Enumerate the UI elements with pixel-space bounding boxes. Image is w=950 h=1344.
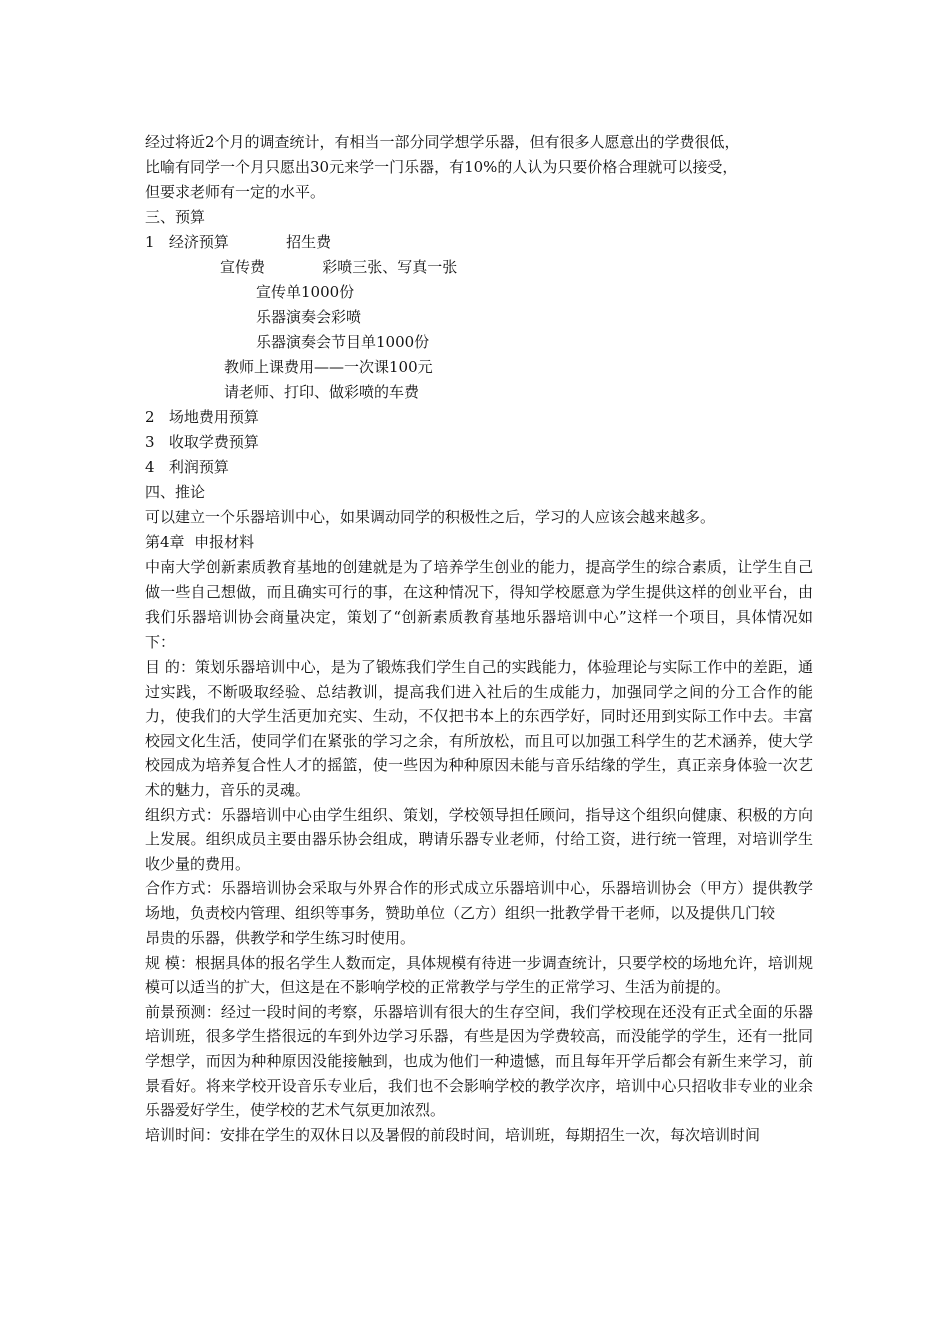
intro-line-1: 经过将近2个月的调查统计，有相当一部分同学想学乐器，但有很多人愿意出的学费很低， (145, 133, 740, 151)
para-scale: 规 模：根据具体的报名学生人数而定，具体规模有待进一步调查统计，只要学校的场地允许，培训规模可以适当的扩大，但这是在不影响学校的正常教学与学生的正常学习、生活为前提的。 (145, 953, 813, 997)
budget-concert-color: 乐器演奏会彩喷 (256, 308, 362, 326)
para-cooperation-cont: 昂贵的乐器，供教学和学生练习时使用。 (145, 928, 416, 947)
conclusion: 可以建立一个乐器培训中心，如果调动同学的积极性之后，学习的人应该会越来越多。 (145, 508, 716, 526)
budget-item-3: 3 收取学费预算 (145, 433, 259, 451)
budget-program: 乐器演奏会节目单1000份 (256, 333, 430, 351)
budget-publicity: 宣传费 彩喷三张、写真一张 (220, 258, 458, 276)
para-intro: 中南大学创新素质教育基地的创建就是为了培养学生创业的能力，提高学生的综合素质，让学生自己做一些自己想做，而且确实可行的事，在这种情况下，得知学校愿意为学生提供这样的创业平台，由我们乐器培训协会商量决定，策划了“创新素质教育基地乐器培训中心”这样一个项目，具体情况如下： (145, 558, 813, 651)
intro-line-3: 但要求老师有一定的水平。 (145, 183, 326, 201)
budget-flyer: 宣传单1000份 (256, 283, 355, 301)
budget-fare: 请老师、打印、做彩喷的车费 (224, 383, 420, 401)
budget-item-2: 2 场地费用预算 (145, 408, 259, 426)
budget-item-4: 4 利润预算 (145, 458, 229, 476)
para-outlook: 前景预测：经过一段时间的考察，乐器培训有很大的生存空间，我们学校现在还没有正式全面的乐器培训班，很多学生搭很远的车到外边学习乐器，有些是因为学费较高，而没能学的学生，还有一批同学想学，而因为种种原因没能接触到，也成为他们一种遗憾，而且每年开学后都会有新生来学习，前景看好。将来学校开设音乐专业后，我们也不会影响学校的教学次序，培训中心只招收非专业的业余乐器爱好学生，使学校的艺术气氛更加浓烈。 (145, 1002, 813, 1120)
section4-heading: 四、推论 (145, 483, 206, 501)
intro-line-2: 比喻有同学一个月只愿出30元来学一门乐器，有10%的人认为只要价格合理就可以接受， (145, 158, 738, 176)
para-training-time: 培训时间：安排在学生的双休日以及暑假的前段时间，培训班，每期招生一次，每次培训时间 (145, 1125, 761, 1144)
para-organization: 组织方式：乐器培训中心由学生组织、策划，学校领导担任顾问，指导这个组织向健康、积极的方向上发展。组织成员主要由器乐协会组成，聘请乐器专业老师，付给工资，进行统一管理，对培训学生收少量的费用。 (145, 805, 813, 873)
chapter4-heading: 第4章 申报材料 (145, 533, 255, 551)
budget-teacher-fee: 教师上课费用——一次课100元 (224, 358, 433, 376)
document-page (145, 130, 813, 1147)
para-cooperation: 合作方式：乐器培训协会采取与外界合作的形式成立乐器培训中心，乐器培训协会（甲方）提供教学场地，负责校内管理、组织等事务，赞助单位（乙方）组织一批教学骨干老师，以及提供几门较 (145, 879, 813, 922)
section3-heading: 三、预算 (145, 208, 206, 226)
budget-item-1: 1 经济预算 招生费 (145, 233, 332, 251)
para-purpose: 目 的：策划乐器培训中心，是为了锻炼我们学生自己的实践能力，体验理论与实际工作中的差距，通过实践，不断吸取经验、总结教训，提高我们进入社后的生成能力，加强同学之间的分工合作的能力，使我们的大学生活更加充实、生动，不仅把书本上的东西学好，同时还用到实际工作中去。丰富校园文化生活，使同学们在紧张的学习之余，有所放松，而且可以加强工科学生的艺术涵养，使大学校园成为培养复合性人才的摇篮，使一些因为种种原因未能与音乐结缘的学生，真正亲身体验一次艺术的魅力，音乐的灵魂。 (145, 658, 813, 799)
